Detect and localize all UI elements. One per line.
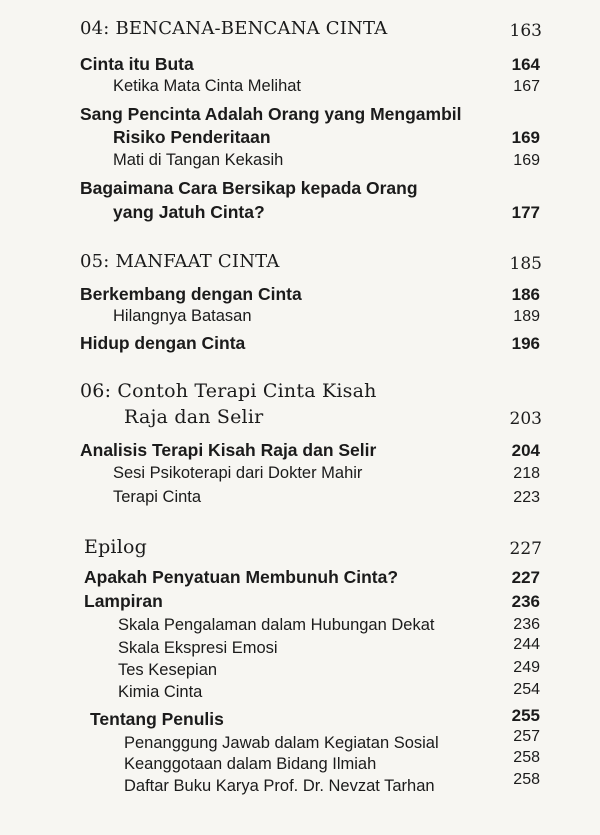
toc-entry-hidup-dengan-cinta: Hidup dengan Cinta bbox=[80, 333, 246, 353]
toc-entry-sang-pencinta-line1: Sang Pencinta Adalah Orang yang Mengambil bbox=[80, 104, 462, 124]
toc-subentry-tes-kesepian: Tes Kesepian bbox=[118, 661, 218, 679]
toc-page: 257 bbox=[513, 728, 540, 745]
toc-page: 254 bbox=[513, 681, 540, 698]
toc-page: 244 bbox=[513, 636, 540, 653]
toc-page: 169 bbox=[513, 152, 540, 169]
toc-page: 223 bbox=[513, 489, 540, 506]
toc-subentry-mati-di-tangan-kekasih: Mati di Tangan Kekasih bbox=[113, 151, 284, 169]
toc-page: 249 bbox=[513, 659, 540, 676]
toc-page: 218 bbox=[513, 465, 540, 482]
toc-page: 236 bbox=[511, 592, 540, 611]
toc-page: 258 bbox=[513, 771, 540, 788]
toc-subentry-kimia-cinta: Kimia Cinta bbox=[118, 683, 203, 701]
section-heading-05: 05: MANFAAT CINTA bbox=[80, 251, 280, 272]
toc-page: 186 bbox=[511, 285, 540, 304]
toc-page: 196 bbox=[511, 334, 540, 353]
section-heading-04: 04: BENCANA-BENCANA CINTA bbox=[80, 18, 388, 39]
toc-page: 258 bbox=[513, 749, 540, 766]
toc-subentry-hilangnya-batasan: Hilangnya Batasan bbox=[113, 307, 252, 325]
toc-entry-cinta-itu-buta: Cinta itu Buta bbox=[80, 54, 194, 74]
section-page-04: 163 bbox=[509, 21, 542, 41]
toc-page: 177 bbox=[511, 203, 540, 222]
section-page-05: 185 bbox=[509, 254, 542, 274]
toc-entry-lampiran: Lampiran bbox=[84, 591, 163, 611]
section-page-epilog: 227 bbox=[509, 539, 542, 559]
toc-subentry-penanggung-jawab: Penanggung Jawab dalam Kegiatan Sosial bbox=[124, 734, 439, 752]
section-heading-06-line1: 06: Contoh Terapi Cinta Kisah bbox=[80, 380, 377, 402]
section-page-06: 203 bbox=[509, 409, 542, 429]
toc-entry-berkembang-dengan-cinta: Berkembang dengan Cinta bbox=[80, 284, 302, 304]
toc-page: 227 bbox=[511, 568, 540, 587]
toc-page: 255 bbox=[511, 706, 540, 725]
section-heading-epilog: Epilog bbox=[84, 536, 147, 558]
toc-entry-analisis-terapi: Analisis Terapi Kisah Raja dan Selir bbox=[80, 440, 377, 460]
toc-page: 167 bbox=[513, 78, 540, 95]
toc-subentry-terapi-cinta: Terapi Cinta bbox=[113, 488, 202, 506]
toc-subentry-sesi-psikoterapi: Sesi Psikoterapi dari Dokter Mahir bbox=[113, 464, 363, 482]
toc-subentry-ketika-mata-cinta-melihat: Ketika Mata Cinta Melihat bbox=[113, 77, 302, 95]
toc-page: 164 bbox=[511, 55, 540, 74]
toc-entry-tentang-penulis: Tentang Penulis bbox=[90, 709, 224, 729]
section-heading-06-line2: Raja dan Selir bbox=[124, 406, 264, 428]
toc-subentry-skala-pengalaman: Skala Pengalaman dalam Hubungan Dekat bbox=[118, 616, 435, 634]
toc-page: 169 bbox=[511, 128, 540, 147]
toc-entry-apakah-penyatuan: Apakah Penyatuan Membunuh Cinta? bbox=[84, 567, 399, 587]
toc-entry-sang-pencinta-line2: Risiko Penderitaan bbox=[113, 127, 271, 147]
toc-entry-bagaimana-cara-line1: Bagaimana Cara Bersikap kepada Orang bbox=[80, 178, 418, 198]
toc-entry-bagaimana-cara-line2: yang Jatuh Cinta? bbox=[113, 202, 265, 222]
toc-subentry-skala-ekspresi: Skala Ekspresi Emosi bbox=[118, 639, 278, 657]
toc-subentry-keanggotaan: Keanggotaan dalam Bidang Ilmiah bbox=[124, 755, 377, 773]
toc-page: 204 bbox=[511, 441, 540, 460]
toc-page: 236 bbox=[513, 616, 540, 633]
toc-page: 189 bbox=[513, 308, 540, 325]
toc-subentry-daftar-buku: Daftar Buku Karya Prof. Dr. Nevzat Tarhan bbox=[124, 777, 435, 795]
